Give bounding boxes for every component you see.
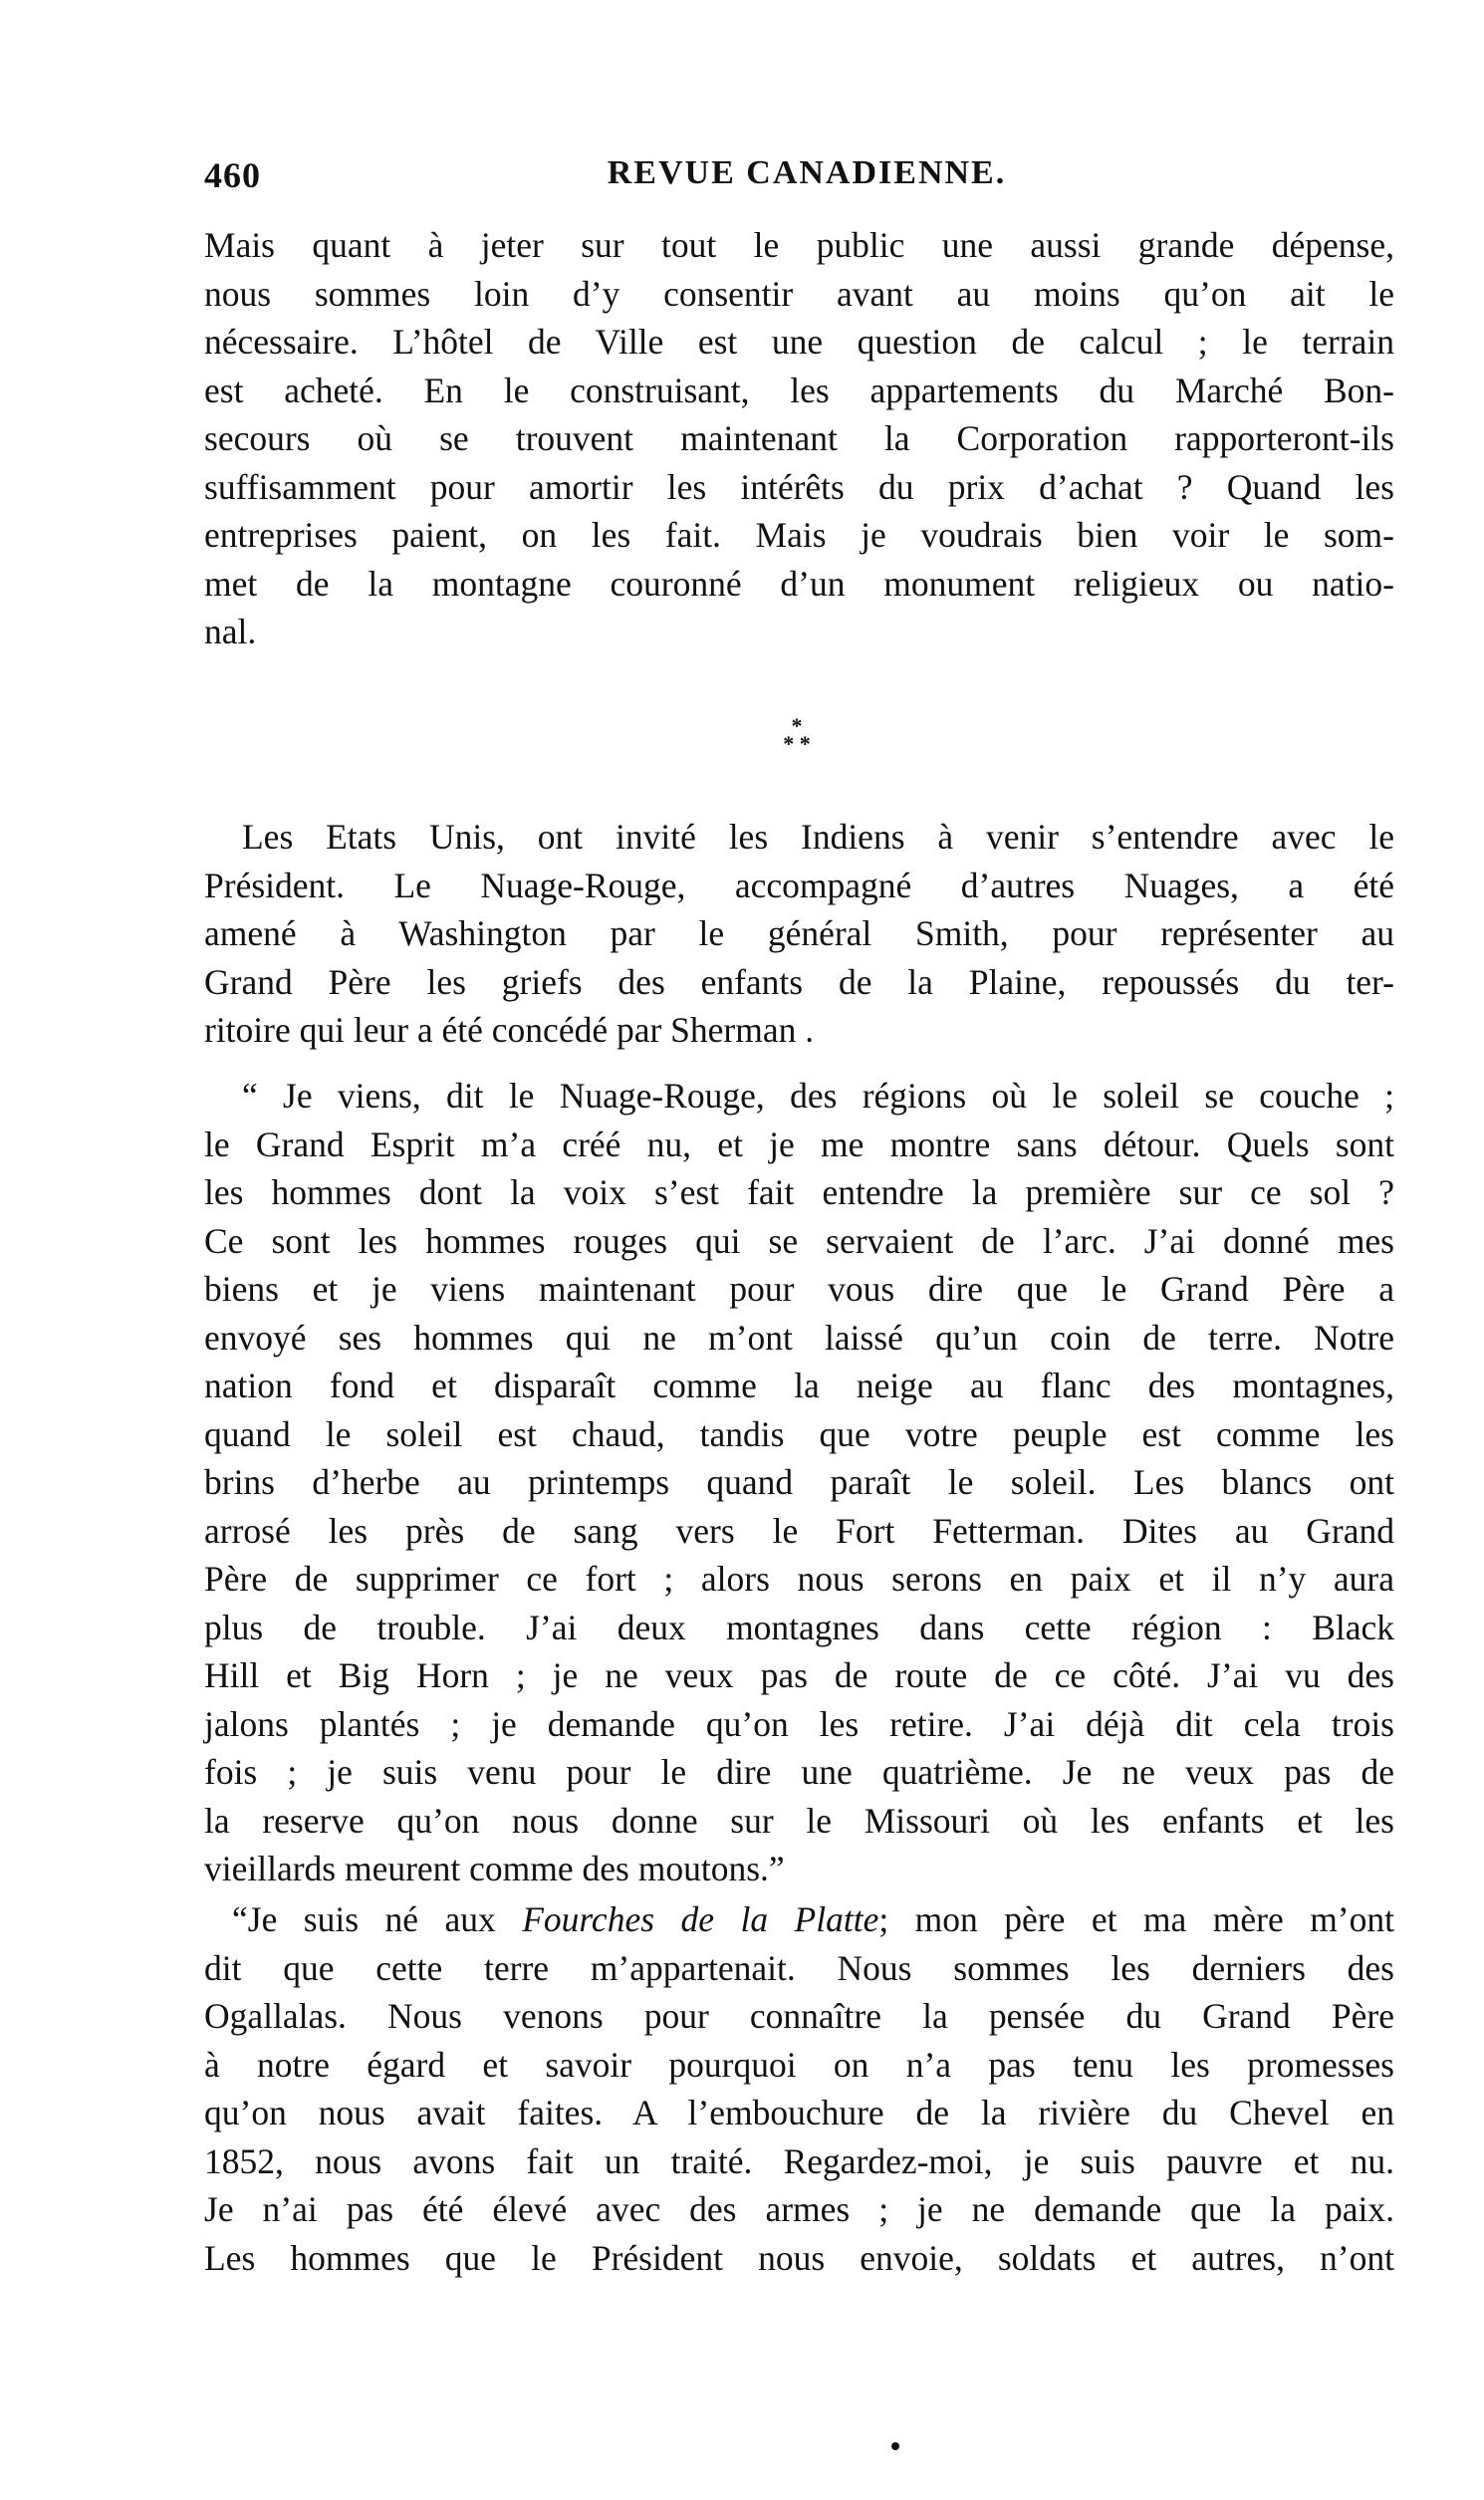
place-name: Fourches de la Platte (522, 1899, 879, 1939)
text-line: Ogallalas. Nous venons pour connaître la pensée du Grand Père (204, 1996, 1394, 2036)
section-separator (757, 713, 837, 756)
text-line: Père de supprimer ce fort ; alors nous serons en paix et il n’y aura (204, 1559, 1394, 1599)
text-line: nal. (204, 612, 257, 651)
text-line: Les hommes que le Président nous envoie, soldats et autres, n’ont (204, 2237, 1394, 2278)
text-line: Grand Père les griefs des enfants de la Plaine, repoussés du ter- (204, 961, 1394, 1002)
text-line: les hommes dont la voix s’est fait entendre la première sur ce sol ? (204, 1172, 1394, 1212)
text-line: Président. Le Nuage-Rouge, accompagné d’autres Nuages, a été (204, 865, 1394, 905)
page-mark (891, 2442, 899, 2450)
text-line: biens et je viens maintenant pour vous dire que le Grand Père a (204, 1269, 1394, 1309)
text-line: nous sommes loin d’y consentir avant au moins qu’on ait le (204, 273, 1394, 314)
text-line: nécessaire. L’hôtel de Ville est une question de calcul ; le terrain (204, 322, 1394, 362)
paragraph-council-debate (204, 221, 1394, 656)
text-line: “Je suis né aux Fourches de la Platte; mon père et ma mère m’ont (232, 1899, 1394, 1939)
text-line: arrosé les près de sang vers le Fort Fetterman. Dites au Grand (204, 1510, 1394, 1551)
text-line: jalons plantés ; je demande qu’on les retire. J’ai déjà dit cela trois (204, 1703, 1394, 1744)
text-line: Mais quant à jeter sur tout le public une aussi grande dépense, (204, 225, 1394, 265)
text-line: est acheté. En le construisant, les appartements du Marché Bon- (204, 370, 1394, 410)
paragraph-red-cloud-continued (204, 1895, 1394, 2282)
text-line: entreprises paient, on les fait. Mais je voudrais bien voir le som- (204, 515, 1394, 555)
text-line: fois ; je suis venu pour le dire une quatrième. Je ne veux pas de (204, 1752, 1394, 1792)
text-line: la reserve qu’on nous donne sur le Missouri où les enfants et les (204, 1800, 1394, 1841)
text-line: à notre égard et savoir pourquoi on n’a pas tenu les promesses (204, 2044, 1394, 2085)
separator-star-top: * (791, 713, 803, 738)
separator-star-bottom: * * (783, 731, 811, 756)
text-line: qu’on nous avait faites. A l’embouchure de la rivière du Chevel en (204, 2093, 1394, 2132)
page-header (204, 154, 1409, 204)
text-line: Les Etats Unis, ont invité les Indiens à venir s’entendre avec le (242, 817, 1394, 857)
paragraph-indians-invited (204, 813, 1394, 1055)
text-line: suffisamment pour amortir les intérêts du prix d’achat ? Quand les (204, 466, 1394, 507)
text-line: quand le soleil est chaud, tandis que votre peuple est comme les (204, 1413, 1394, 1454)
text-line: Ce sont les hommes rouges qui se servaient de l’arc. J’ai donné mes (204, 1220, 1394, 1261)
text-line: secours où se trouvent maintenant la Corporation rapporteront-ils (204, 418, 1394, 458)
text-line: vieillards meurent comme des moutons.” (204, 1849, 785, 1888)
text-line: nation fond et disparaît comme la neige au flanc des montagnes, (204, 1366, 1394, 1405)
text-line: met de la montagne couronné d’un monument religieux ou natio- (204, 563, 1394, 604)
text-line: dit que cette terre m’appartenait. Nous sommes les derniers des (204, 1947, 1394, 1988)
text-line: plus de trouble. J’ai deux montagnes dans cette région : Black (204, 1607, 1394, 1647)
text-line: envoyé ses hommes qui ne m’ont laissé qu’un coin de terre. Notre (204, 1317, 1394, 1358)
text-line: brins d’herbe au printemps quand paraît le soleil. Les blancs ont (204, 1462, 1394, 1502)
text-line: Hill et Big Horn ; je ne veux pas de route de ce côté. J’ai vu des (204, 1655, 1394, 1695)
page-number: 460 (204, 155, 261, 195)
text-line: ritoire qui leur a été concédé par Sherman . (204, 1010, 815, 1050)
text-line: “ Je viens, dit le Nuage-Rouge, des régions où le soleil se couche ; (242, 1076, 1394, 1116)
text-line: 1852, nous avons fait un traité. Regardez-moi, je suis pauvre et nu. (204, 2140, 1394, 2181)
text-line: le Grand Esprit m’a créé nu, et je me montre sans détour. Quels sont (204, 1124, 1394, 1164)
text-line: Je n’ai pas été élevé avec des armes ; je ne demande que la paix. (204, 2189, 1394, 2229)
paragraph-red-cloud-speech (204, 1072, 1394, 1893)
text-line: amené à Washington par le général Smith, pour représenter au (204, 913, 1394, 953)
running-head: REVUE CANADIENNE. (607, 154, 1007, 191)
